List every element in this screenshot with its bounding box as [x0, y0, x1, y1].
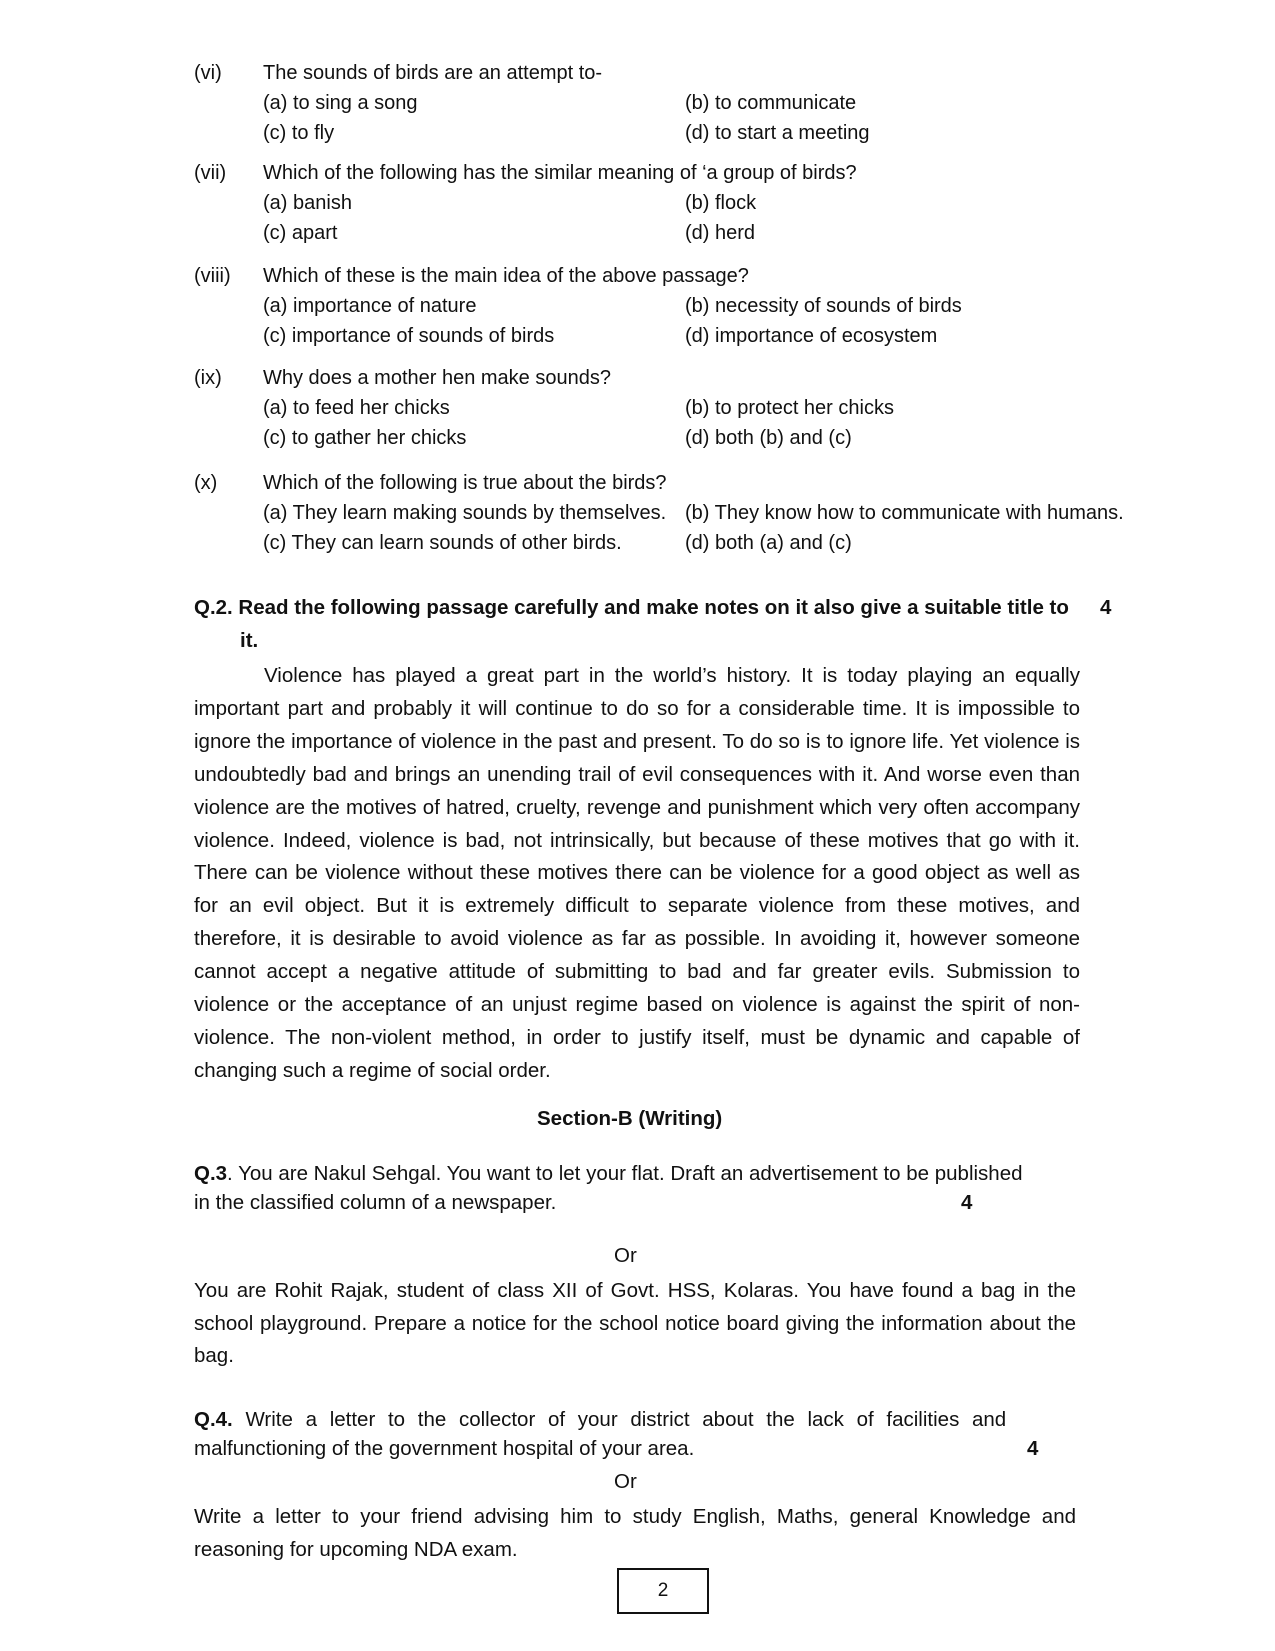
question-number: (viii) — [194, 265, 231, 287]
q3-line2: in the classified column of a newspaper. — [194, 1191, 557, 1214]
option-c: (c) apart — [263, 222, 338, 244]
option-b: (b) They know how to communicate with humans. — [685, 502, 1124, 524]
option-c: (c) They can learn sounds of other birds. — [263, 532, 622, 554]
q4-label: Q.4. — [194, 1408, 233, 1431]
option-a: (a) banish — [263, 192, 352, 214]
q2-heading-continued: it. — [240, 629, 259, 652]
option-a: (a) to feed her chicks — [263, 397, 450, 419]
q4-text — [194, 1404, 1076, 1437]
option-d: (d) herd — [685, 222, 756, 244]
q3-label: Q.3 — [194, 1162, 228, 1185]
option-b: (b) to communicate — [685, 92, 857, 114]
q4-line1: Write a letter to the collector of your district about the lack of facilities and — [232, 1408, 1007, 1431]
q4-marks: 4 — [1027, 1437, 1039, 1460]
q3-text — [194, 1158, 1076, 1191]
question-number: (x) — [194, 472, 218, 494]
q2-marks: 4 — [1100, 596, 1112, 619]
q3-alternative: You are Rohit Rajak, student of class XII of Govt. HSS, Kolaras. You have found a bag in the school playground. Prepare a notice for the school notice board giving the information about the bag. — [194, 1279, 1076, 1367]
option-b: (b) necessity of sounds of birds — [685, 295, 962, 317]
q4-alternative: Write a letter to your friend advising him to study English, Maths, general Knowledge and reasoning for upcoming NDA exam. — [194, 1505, 1076, 1561]
q3-marks: 4 — [961, 1191, 973, 1214]
option-d: (d) importance of ecosystem — [685, 325, 938, 347]
q3-line1: . You are Nakul Sehgal. You want to let your flat. Draft an advertisement to be published — [227, 1162, 1023, 1185]
option-a: (a) to sing a song — [263, 92, 418, 114]
question-number: (vii) — [194, 162, 227, 184]
option-d: (d) to start a meeting — [685, 122, 870, 144]
q3-or: Or — [614, 1244, 637, 1267]
q4-line2: malfunctioning of the government hospital of your area. — [194, 1437, 695, 1460]
question-stem: The sounds of birds are an attempt to- — [263, 62, 603, 84]
question-number: (vi) — [194, 62, 222, 84]
option-b: (b) flock — [685, 192, 757, 214]
q4-or: Or — [614, 1470, 637, 1493]
option-d: (d) both (b) and (c) — [685, 427, 852, 449]
question-stem: Why does a mother hen make sounds? — [263, 367, 611, 389]
option-c: (c) to gather her chicks — [263, 427, 467, 449]
option-d: (d) both (a) and (c) — [685, 532, 852, 554]
option-c: (c) to fly — [263, 122, 335, 144]
option-a: (a) They learn making sounds by themselves. — [263, 502, 667, 524]
question-number: (ix) — [194, 367, 222, 389]
option-b: (b) to protect her chicks — [685, 397, 894, 419]
question-stem: Which of the following has the similar meaning of ‘a group of birds? — [263, 162, 857, 184]
q2-passage: Violence has played a great part in the world’s history. It is today playing an equally important part and probably it will continue to do so for a considerable time. It is impossible to ignore the importance of violence in the past and present. To do so is to ignore life. Yet violence is undoubtedly bad and brings an unending trail of evil consequences with it. And worse even than violence are the motives of hatred, cruelty, revenge and punishment which very often accompany violence. Indeed, violence is bad, not intrinsically, but because of these motives that go with it. There can be violence without these motives there can be violence for a good object as well as for an evil object. But it is extremely difficult to separate violence from these motives, and therefore, it is desirable to avoid violence as far as possible. In avoiding it, however someone cannot accept a negative attitude of submitting to bad and far greater evils. Submission to violence or the acceptance of an unjust regime based on violence is against the spirit of non-violence. The non-violent method, in order to justify itself, must be dynamic and capable of changing such a regime of social order. — [194, 664, 1080, 1082]
question-stem: Which of the following is true about the birds? — [263, 472, 667, 494]
q2-heading: Q.2. Read the following passage carefully and make notes on it also give a suitable title to — [194, 596, 1069, 619]
option-c: (c) importance of sounds of birds — [263, 325, 555, 347]
page-number: 2 — [657, 1580, 669, 1601]
section-b-heading: Section-B (Writing) — [537, 1107, 723, 1130]
option-a: (a) importance of nature — [263, 295, 477, 317]
question-stem: Which of these is the main idea of the above passage? — [263, 265, 749, 287]
page-number-box — [617, 1568, 709, 1614]
